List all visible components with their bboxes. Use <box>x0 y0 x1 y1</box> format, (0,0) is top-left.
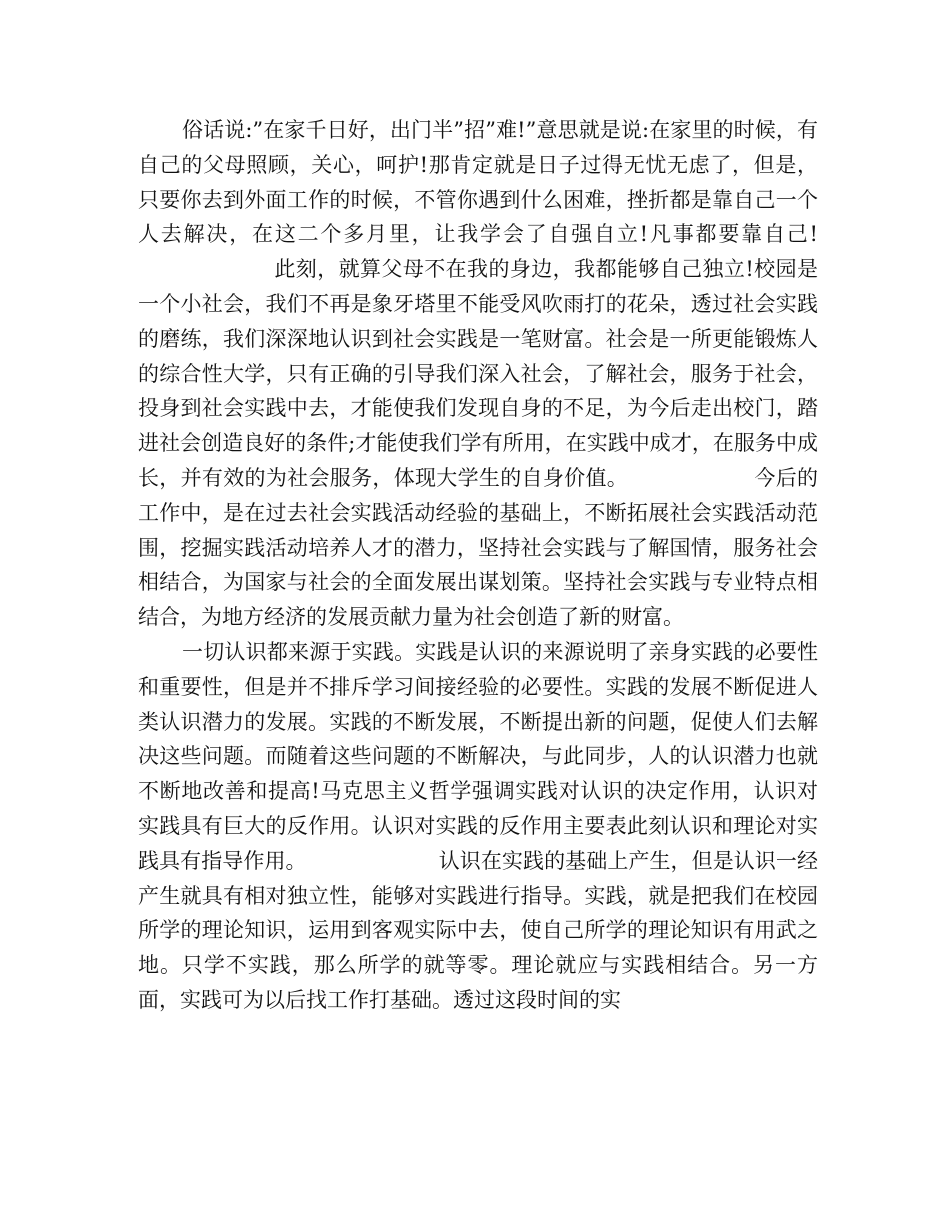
paragraph-2-part-1: 一切认识都来源于实践。实践是认识的来源说明了亲身实践的必要性和重要性，但是并不排斥学习间接经验的必要性。实践的发展不断促进人类认识潜力的发展。实践的不断发展，不断提出新的问题，促使人们去解决这些问题。而随着这些问题的不断解决，与此同步，人的认识潜力也就不断地改善和提高!马克思主义哲学强调实践对认识的决定作用，认识对实践具有巨大的反作用。认识对实践的反作用主要表此刻认识和理论对实践具有指导作用。 <box>138 639 818 873</box>
paragraph-1 <box>138 113 818 635</box>
document-body <box>138 113 818 1018</box>
paragraph-2 <box>138 635 818 1018</box>
paragraph-1-part-3: 今后的工作中，是在过去社会实践活动经验的基础上，不断拓展社会实践活动范围，挖掘实践活动培养人才的潜力，坚持社会实践与了解国情，服务社会相结合，为国家与社会的全面发展出谋划策。坚持社会实践与专业特点相结合，为地方经济的发展贡献力量为社会创造了新的财富。 <box>138 465 819 630</box>
paragraph-2-part-2: 认识在实践的基础上产生，但是认识一经产生就具有相对独立性，能够对实践进行指导。实践，就是把我们在校园所学的理论知识，运用到客观实际中去，使自己所学的理论知识有用武之地。只学不实践，那么所学的就等零。理论就应与实践相结合。另一方面，实践可为以后找工作打基础。透过这段时间的实 <box>138 848 819 1012</box>
paragraph-1-part-1: 俗话说:”在家千日好，出门半”招”难!”意思就是说:在家里的时候，有自己的父母照顾，关心，呵护!那肯定就是日子过得无忧无虑了，但是，只要你去到外面工作的时候，不管你遇到什么困难，挫折都是靠自己一个人去解决，在这二个多月里，让我学会了自强自立!凡事都要靠自己! <box>138 118 818 247</box>
paragraph-1-part-2: 此刻，就算父母不在我的身边，我都能够自己独立!校园是一个小社会，我们不再是象牙塔里不能受风吹雨打的花朵，透过社会实践的磨练，我们深深地认识到社会实践是一笔财富。社会是一所更能锻炼人的综合性大学，只有正确的引导我们深入社会，了解社会，服务于社会，投身到社会实践中去，才能使我们发现自身的不足，为今后走出校门，踏进社会创造良好的条件;才能使我们学有所用，在实践中成才，在服务中成长，并有效的为社会服务，体现大学生的自身价值。 <box>138 257 818 490</box>
